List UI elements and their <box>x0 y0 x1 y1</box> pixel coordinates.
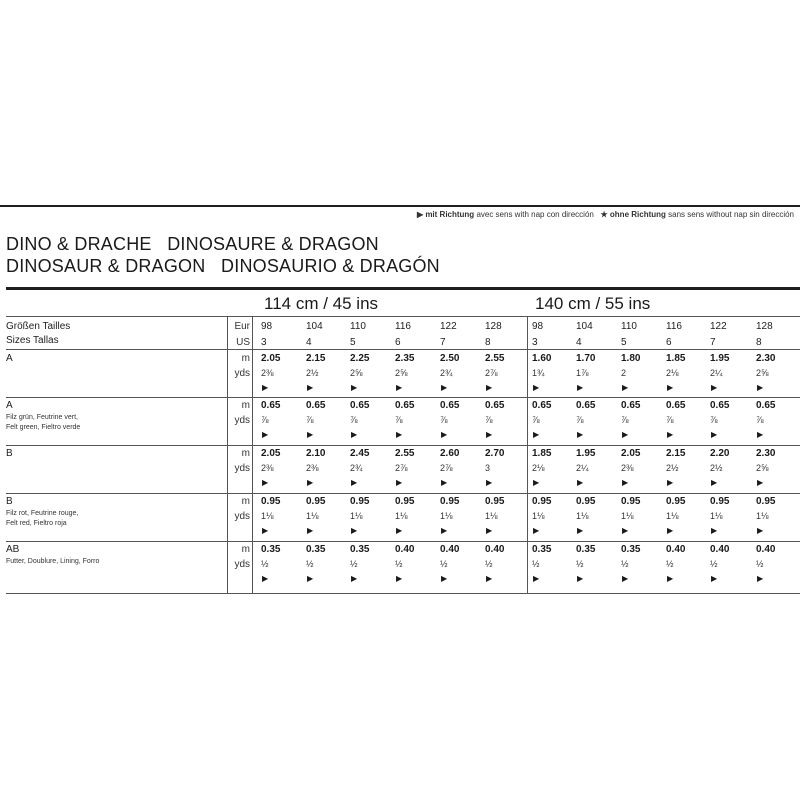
with-nap-arrow: ▶ <box>667 478 674 487</box>
meters-cell: 2.20 <box>710 448 730 459</box>
yards-cell: 2½ <box>306 368 319 378</box>
yards-cell: 2⅛ <box>666 368 679 378</box>
us-size-cell: 7 <box>440 337 446 348</box>
with-nap-arrow: ▶ <box>307 526 314 535</box>
with-nap-arrow: ▶ <box>577 383 584 392</box>
meters-cell: 0.65 <box>666 400 686 411</box>
with-nap-arrow: ▶ <box>533 526 540 535</box>
unit-m-label: m <box>241 400 250 411</box>
with-nap-arrow: ▶ <box>486 430 493 439</box>
yards-cell: ½ <box>621 559 629 569</box>
meters-cell: 2.50 <box>440 353 460 364</box>
meters-cell: 0.95 <box>261 496 281 507</box>
with-nap-arrow: ▶ <box>711 383 718 392</box>
with-nap-arrow: ▶ <box>351 430 358 439</box>
yards-cell: 2⅝ <box>756 368 769 378</box>
yards-cell: 1⅛ <box>395 511 408 521</box>
meters-cell: 0.65 <box>261 400 281 411</box>
header-bottom-rule <box>6 349 800 350</box>
meters-cell: 0.95 <box>440 496 460 507</box>
meters-cell: 0.65 <box>485 400 505 411</box>
row-divider <box>6 541 800 542</box>
without-nap-legend: ★ ohne Richtung <box>600 210 666 219</box>
with-nap-arrow: ▶ <box>757 574 764 583</box>
meters-cell: 0.65 <box>350 400 370 411</box>
yards-cell: 2¼ <box>710 368 723 378</box>
meters-cell: 0.35 <box>532 544 552 555</box>
with-nap-arrow: ▶ <box>262 383 269 392</box>
nap-legend <box>417 210 794 219</box>
meters-cell: 1.95 <box>710 353 730 364</box>
eur-size-cell: 110 <box>350 321 366 332</box>
yards-cell: 1⅛ <box>440 511 453 521</box>
meters-cell: 1.85 <box>532 448 552 459</box>
view-label: AB <box>6 544 20 555</box>
yards-cell: ½ <box>395 559 403 569</box>
with-nap-arrow: ▶ <box>622 478 629 487</box>
with-nap-arrow: ▶ <box>533 478 540 487</box>
title-es: DINOSAURIO & DRAGÓN <box>221 256 440 276</box>
meters-cell: 0.65 <box>306 400 326 411</box>
unit-yds-label: yds <box>234 463 250 474</box>
meters-cell: 0.95 <box>666 496 686 507</box>
yards-cell: 2⅝ <box>350 368 363 378</box>
with-nap-arrow: ▶ <box>577 478 584 487</box>
unit-m-label: m <box>241 353 250 364</box>
yards-cell: 2⅝ <box>756 463 769 473</box>
with-nap-arrow: ▶ <box>441 478 448 487</box>
us-size-cell: 8 <box>485 337 491 348</box>
us-label: US <box>236 337 250 348</box>
us-size-cell: 6 <box>666 337 672 348</box>
meters-cell: 2.35 <box>395 353 415 364</box>
meters-cell: 0.65 <box>621 400 641 411</box>
width-140-header: 140 cm / 55 ins <box>535 294 651 313</box>
meters-cell: 0.95 <box>395 496 415 507</box>
yards-cell: 2⅞ <box>485 368 498 378</box>
with-nap-arrow: ▶ <box>622 383 629 392</box>
title-rule <box>6 287 800 290</box>
meters-cell: 2.15 <box>666 448 686 459</box>
yards-cell: ⅞ <box>261 415 269 425</box>
yards-cell: ⅞ <box>756 415 764 425</box>
meters-cell: 0.40 <box>756 544 776 555</box>
yards-cell: 2⅜ <box>621 463 634 473</box>
yards-cell: 2¾ <box>350 463 363 473</box>
meters-cell: 2.05 <box>621 448 641 459</box>
with-nap-arrow: ▶ <box>533 383 540 392</box>
eur-size-cell: 104 <box>306 321 323 332</box>
meters-cell: 2.25 <box>350 353 370 364</box>
sizes-header-line-1: Größen Tailles <box>6 321 71 332</box>
with-nap-arrow: ▶ <box>757 478 764 487</box>
yards-cell: ½ <box>756 559 764 569</box>
yards-cell: 3 <box>485 463 491 473</box>
meters-cell: 0.65 <box>395 400 415 411</box>
meters-cell: 2.30 <box>756 353 776 364</box>
eur-size-cell: 110 <box>621 321 637 332</box>
meters-cell: 0.95 <box>532 496 552 507</box>
eur-size-cell: 116 <box>666 321 682 332</box>
with-nap-legend: ▶ mit Richtung <box>416 210 475 219</box>
fabric-description: Filz rot, Feutrine rouge, <box>6 510 79 517</box>
meters-cell: 0.40 <box>440 544 460 555</box>
yards-cell: 1⅛ <box>621 511 634 521</box>
row-divider <box>6 397 800 398</box>
with-nap-arrow: ▶ <box>307 383 314 392</box>
yards-cell: 2⅝ <box>395 368 408 378</box>
yards-cell: ⅞ <box>666 415 674 425</box>
yards-cell: 1⅛ <box>306 511 319 521</box>
yards-cell: 2¾ <box>440 368 453 378</box>
unit-yds-label: yds <box>234 511 250 522</box>
yards-cell: ⅞ <box>395 415 403 425</box>
us-size-cell: 4 <box>576 337 582 348</box>
fabric-description: Felt green, Fieltro verde <box>6 424 81 431</box>
fabric-description: Filz grün, Feutrine vert, <box>6 414 78 421</box>
yards-cell: ½ <box>710 559 718 569</box>
view-label: A <box>6 400 13 411</box>
meters-cell: 2.55 <box>395 448 415 459</box>
with-nap-arrow: ▶ <box>441 574 448 583</box>
yards-cell: ⅞ <box>306 415 314 425</box>
meters-cell: 0.35 <box>261 544 281 555</box>
with-nap-arrow: ▶ <box>307 574 314 583</box>
meters-cell: 2.55 <box>485 353 505 364</box>
with-nap-arrow: ▶ <box>711 574 718 583</box>
yards-cell: ⅞ <box>440 415 448 425</box>
yards-cell: ½ <box>440 559 448 569</box>
with-nap-arrow: ▶ <box>307 430 314 439</box>
meters-cell: 0.65 <box>756 400 776 411</box>
with-nap-arrow: ▶ <box>577 526 584 535</box>
yards-cell: ⅞ <box>532 415 540 425</box>
meters-cell: 1.60 <box>532 353 552 364</box>
yards-cell: 1⅛ <box>532 511 545 521</box>
meters-cell: 2.60 <box>440 448 460 459</box>
yards-cell: 2¼ <box>576 463 589 473</box>
meters-cell: 0.40 <box>666 544 686 555</box>
yards-cell: ½ <box>576 559 584 569</box>
row-divider <box>6 445 800 446</box>
with-nap-arrow: ▶ <box>262 430 269 439</box>
meters-cell: 1.85 <box>666 353 686 364</box>
with-nap-arrow: ▶ <box>711 526 718 535</box>
unit-column-divider <box>252 316 253 593</box>
with-nap-arrow: ▶ <box>351 478 358 487</box>
yards-cell: ½ <box>350 559 358 569</box>
meters-cell: 2.30 <box>756 448 776 459</box>
with-nap-arrow: ▶ <box>577 430 584 439</box>
meters-cell: 0.40 <box>710 544 730 555</box>
with-nap-arrow: ▶ <box>667 383 674 392</box>
with-nap-arrow: ▶ <box>486 383 493 392</box>
unit-m-label: m <box>241 496 250 507</box>
meters-cell: 0.40 <box>395 544 415 555</box>
yards-cell: 2⅜ <box>261 368 274 378</box>
with-nap-arrow: ▶ <box>441 526 448 535</box>
meters-cell: 0.95 <box>576 496 596 507</box>
yards-cell: 2⅜ <box>306 463 319 473</box>
with-nap-arrow: ▶ <box>622 430 629 439</box>
with-nap-arrow: ▶ <box>757 383 764 392</box>
meters-cell: 0.95 <box>756 496 776 507</box>
yards-cell: ½ <box>261 559 269 569</box>
with-nap-arrow: ▶ <box>396 478 403 487</box>
us-size-cell: 7 <box>710 337 716 348</box>
with-nap-arrow: ▶ <box>622 574 629 583</box>
with-nap-arrow: ▶ <box>396 383 403 392</box>
eur-size-cell: 122 <box>440 321 457 332</box>
eur-size-cell: 98 <box>532 321 544 332</box>
view-label: A <box>6 353 13 364</box>
eur-size-cell: 104 <box>576 321 593 332</box>
yards-cell: ½ <box>666 559 674 569</box>
meters-cell: 2.15 <box>306 353 326 364</box>
header-top-rule <box>6 316 800 317</box>
fabric-description: Felt red, Fieltro roja <box>6 520 67 527</box>
view-label: B <box>6 448 13 459</box>
with-nap-arrow: ▶ <box>622 526 629 535</box>
with-nap-arrow: ▶ <box>396 430 403 439</box>
sizes-header-line-2: Sizes Tallas <box>6 335 59 346</box>
yards-cell: 2⅜ <box>261 463 274 473</box>
yards-cell: 2 <box>621 368 627 378</box>
with-nap-arrow: ▶ <box>262 574 269 583</box>
with-nap-arrow: ▶ <box>486 478 493 487</box>
with-nap-arrow: ▶ <box>262 478 269 487</box>
us-size-cell: 8 <box>756 337 762 348</box>
eur-size-cell: 128 <box>756 321 773 332</box>
meters-cell: 1.95 <box>576 448 596 459</box>
meters-cell: 1.70 <box>576 353 596 364</box>
meters-cell: 2.05 <box>261 448 281 459</box>
yards-cell: 2½ <box>666 463 679 473</box>
with-nap-arrow: ▶ <box>441 383 448 392</box>
yards-cell: ½ <box>306 559 314 569</box>
unit-yds-label: yds <box>234 415 250 426</box>
meters-cell: 0.95 <box>710 496 730 507</box>
meters-cell: 0.65 <box>440 400 460 411</box>
yards-cell: ⅞ <box>710 415 718 425</box>
view-label: B <box>6 496 13 507</box>
eur-size-cell: 98 <box>261 321 273 332</box>
with-nap-arrow: ▶ <box>396 526 403 535</box>
with-nap-arrow: ▶ <box>486 526 493 535</box>
meters-cell: 0.95 <box>306 496 326 507</box>
us-size-cell: 3 <box>261 337 267 348</box>
with-nap-translations: avec sens with nap con dirección <box>476 210 594 219</box>
top-rule <box>0 205 800 207</box>
with-nap-arrow: ▶ <box>351 526 358 535</box>
title-line-2 <box>6 256 440 277</box>
meters-cell: 0.95 <box>350 496 370 507</box>
yards-cell: 1⅛ <box>666 511 679 521</box>
yards-cell: ⅞ <box>485 415 493 425</box>
us-size-cell: 4 <box>306 337 312 348</box>
with-nap-arrow: ▶ <box>757 526 764 535</box>
yards-cell: 1⅛ <box>710 511 723 521</box>
unit-yds-label: yds <box>234 368 250 379</box>
meters-cell: 2.70 <box>485 448 505 459</box>
meters-cell: 2.05 <box>261 353 281 364</box>
title-de: DINO & DRACHE <box>6 234 152 254</box>
meters-cell: 0.95 <box>621 496 641 507</box>
yards-cell: 1⅛ <box>576 511 589 521</box>
us-size-cell: 6 <box>395 337 401 348</box>
eur-size-cell: 128 <box>485 321 502 332</box>
yards-cell: 1⅞ <box>576 368 589 378</box>
yards-cell: ⅞ <box>621 415 629 425</box>
with-nap-arrow: ▶ <box>711 478 718 487</box>
yards-cell: 2⅞ <box>440 463 453 473</box>
meters-cell: 0.35 <box>306 544 326 555</box>
width-group-divider <box>527 316 528 593</box>
meters-cell: 0.65 <box>576 400 596 411</box>
yards-cell: ½ <box>532 559 540 569</box>
unit-yds-label: yds <box>234 559 250 570</box>
meters-cell: 0.35 <box>350 544 370 555</box>
with-nap-arrow: ▶ <box>533 574 540 583</box>
meters-cell: 2.10 <box>306 448 326 459</box>
unit-m-label: m <box>241 544 250 555</box>
with-nap-arrow: ▶ <box>533 430 540 439</box>
yards-cell: 1⅛ <box>485 511 498 521</box>
with-nap-arrow: ▶ <box>351 574 358 583</box>
us-size-cell: 3 <box>532 337 538 348</box>
eur-label: Eur <box>234 321 250 332</box>
yards-cell: 2½ <box>710 463 723 473</box>
with-nap-arrow: ▶ <box>667 430 674 439</box>
with-nap-arrow: ▶ <box>441 430 448 439</box>
meters-cell: 0.65 <box>532 400 552 411</box>
meters-cell: 0.95 <box>485 496 505 507</box>
yards-cell: 2⅞ <box>395 463 408 473</box>
meters-cell: 2.45 <box>350 448 370 459</box>
with-nap-arrow: ▶ <box>396 574 403 583</box>
yards-cell: ½ <box>485 559 493 569</box>
yards-cell: ⅞ <box>576 415 584 425</box>
with-nap-arrow: ▶ <box>757 430 764 439</box>
yards-cell: 1⅛ <box>350 511 363 521</box>
with-nap-arrow: ▶ <box>711 430 718 439</box>
us-size-cell: 5 <box>350 337 356 348</box>
without-nap-translations: sans sens without nap sin dirección <box>668 210 794 219</box>
row-divider <box>6 493 800 494</box>
yards-cell: 2⅛ <box>532 463 545 473</box>
us-size-cell: 5 <box>621 337 627 348</box>
title-fr: DINOSAURE & DRAGON <box>167 234 379 254</box>
yards-cell: 1⅛ <box>756 511 769 521</box>
table-bottom-rule <box>6 593 800 594</box>
with-nap-arrow: ▶ <box>307 478 314 487</box>
meters-cell: 0.35 <box>621 544 641 555</box>
meters-cell: 0.35 <box>576 544 596 555</box>
unit-m-label: m <box>241 448 250 459</box>
yards-cell: ⅞ <box>350 415 358 425</box>
fabric-description: Futter, Doublure, Lining, Forro <box>6 558 100 565</box>
eur-size-cell: 116 <box>395 321 411 332</box>
with-nap-arrow: ▶ <box>667 526 674 535</box>
yards-cell: 1¾ <box>532 368 545 378</box>
with-nap-arrow: ▶ <box>486 574 493 583</box>
title-en: DINOSAUR & DRAGON <box>6 256 206 276</box>
yards-cell: 1⅛ <box>261 511 274 521</box>
eur-size-cell: 122 <box>710 321 727 332</box>
width-114-header: 114 cm / 45 ins <box>264 294 379 313</box>
meters-cell: 0.65 <box>710 400 730 411</box>
with-nap-arrow: ▶ <box>351 383 358 392</box>
with-nap-arrow: ▶ <box>262 526 269 535</box>
with-nap-arrow: ▶ <box>667 574 674 583</box>
meters-cell: 0.40 <box>485 544 505 555</box>
meters-cell: 1.80 <box>621 353 641 364</box>
with-nap-arrow: ▶ <box>577 574 584 583</box>
title-line-1 <box>6 234 379 255</box>
